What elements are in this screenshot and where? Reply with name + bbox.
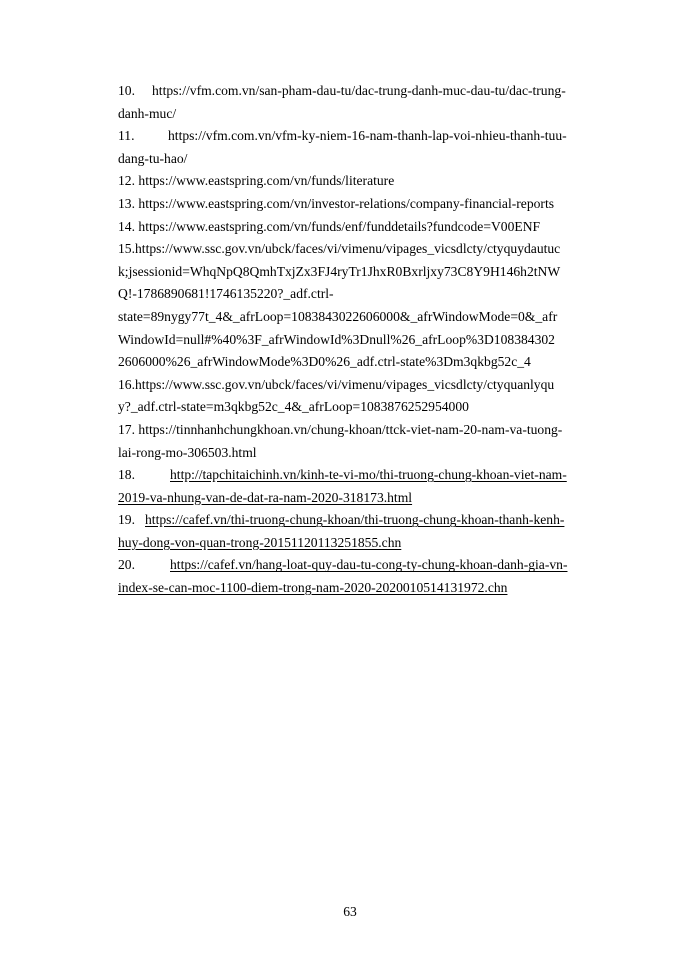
reference-15-line-3[interactable]: Q!-1786890681!1746135220?_adf.ctrl- bbox=[118, 286, 334, 302]
reference-16-line-1[interactable]: 16.https://www.ssc.gov.vn/ubck/faces/vi/vimenu/vipages_vicsdlcty/ctyquanlyqu bbox=[118, 376, 555, 392]
reference-19-url-cont[interactable]: huy-dong-von-quan-trong-20151120113251855.chn bbox=[118, 534, 402, 550]
reference-18-line-1 bbox=[118, 464, 618, 487]
page-number: 63 bbox=[343, 904, 357, 919]
reference-15-line-1[interactable]: 15.https://www.ssc.gov.vn/ubck/faces/vi/vimenu/vipages_vicsdlcty/ctyquydautuc bbox=[118, 241, 561, 257]
reference-20-number: 20. bbox=[118, 557, 135, 573]
reference-12[interactable]: 12. https://www.eastspring.com/vn/funds/literature bbox=[118, 173, 395, 189]
reference-20-line-1 bbox=[118, 554, 618, 577]
reference-13[interactable]: 13. https://www.eastspring.com/vn/investor-relations/company-financial-reports bbox=[118, 195, 555, 211]
reference-15-line-2[interactable]: k;jsessionid=WhqNpQ8QmhTxjZx3FJ4ryTr1JhxR0Bxrljxy73C8Y9H146h2tNW bbox=[118, 263, 561, 279]
reference-18-number: 18. bbox=[118, 467, 135, 483]
reference-19-url[interactable]: https://cafef.vn/thi-truong-chung-khoan/thi-truong-chung-khoan-thanh-kenh- bbox=[145, 512, 565, 528]
reference-11-line-1 bbox=[118, 125, 618, 148]
reference-11-url-cont[interactable]: dang-tu-hao/ bbox=[118, 150, 188, 166]
reference-10-line-1 bbox=[118, 80, 618, 103]
reference-18-url[interactable]: http://tapchitaichinh.vn/kinh-te-vi-mo/thi-truong-chung-khoan-viet-nam- bbox=[170, 467, 567, 483]
reference-11-line-2 bbox=[118, 148, 618, 171]
reference-10-number: 10. bbox=[118, 83, 135, 98]
reference-14[interactable]: 14. https://www.eastspring.com/vn/funds/enf/funddetails?fundcode=V00ENF bbox=[118, 218, 541, 234]
reference-11-number: 11. bbox=[118, 128, 135, 144]
reference-20-url[interactable]: https://cafef.vn/hang-loat-quy-dau-tu-cong-ty-chung-khoan-danh-gia-vn- bbox=[170, 557, 568, 573]
reference-17-line-1[interactable]: 17. https://tinnhanhchungkhoan.vn/chung-khoan/ttck-viet-nam-20-nam-va-tuong- bbox=[118, 421, 563, 437]
reference-19-line-1 bbox=[118, 509, 618, 532]
reference-15-line-6[interactable]: 2606000%26_afrWindowMode%3D0%26_adf.ctrl-state%3Dm3qkbg52c_4 bbox=[118, 354, 531, 370]
reference-18-line-2 bbox=[118, 487, 618, 510]
reference-15-line-5[interactable]: WindowId=null#%40%3F_afrWindowId%3Dnull%26_afrLoop%3D108384302 bbox=[118, 331, 555, 347]
reference-15-line-4[interactable]: state=89nygy77t_4&_afrLoop=1083843022606000&_afrWindowMode=0&_afr bbox=[118, 308, 558, 324]
reference-19-number: 19. bbox=[118, 512, 135, 528]
reference-20-line-2 bbox=[118, 577, 618, 600]
reference-16-line-2[interactable]: y?_adf.ctrl-state=m3qkbg52c_4&_afrLoop=1083876252954000 bbox=[118, 399, 469, 415]
reference-list bbox=[118, 80, 618, 600]
reference-20-url-cont[interactable]: index-se-can-moc-1100-diem-trong-nam-2020-2020010514131972.chn bbox=[118, 580, 508, 596]
reference-18-url-cont[interactable]: 2019-va-nhung-van-de-dat-ra-nam-2020-318173.html bbox=[118, 489, 413, 505]
reference-17-line-2[interactable]: lai-rong-mo-306503.html bbox=[118, 444, 257, 460]
reference-10-url-cont[interactable]: danh-muc/ bbox=[118, 105, 177, 121]
reference-11-url[interactable]: https://vfm.com.vn/vfm-ky-niem-16-nam-thanh-lap-voi-nhieu-thanh-tuu- bbox=[168, 128, 567, 144]
reference-19-line-2 bbox=[118, 532, 618, 555]
reference-10-url[interactable]: https://vfm.com.vn/san-pham-dau-tu/dac-trung-danh-muc-dau-tu/dac-trung- bbox=[152, 83, 566, 98]
reference-10-line-2 bbox=[118, 103, 618, 126]
